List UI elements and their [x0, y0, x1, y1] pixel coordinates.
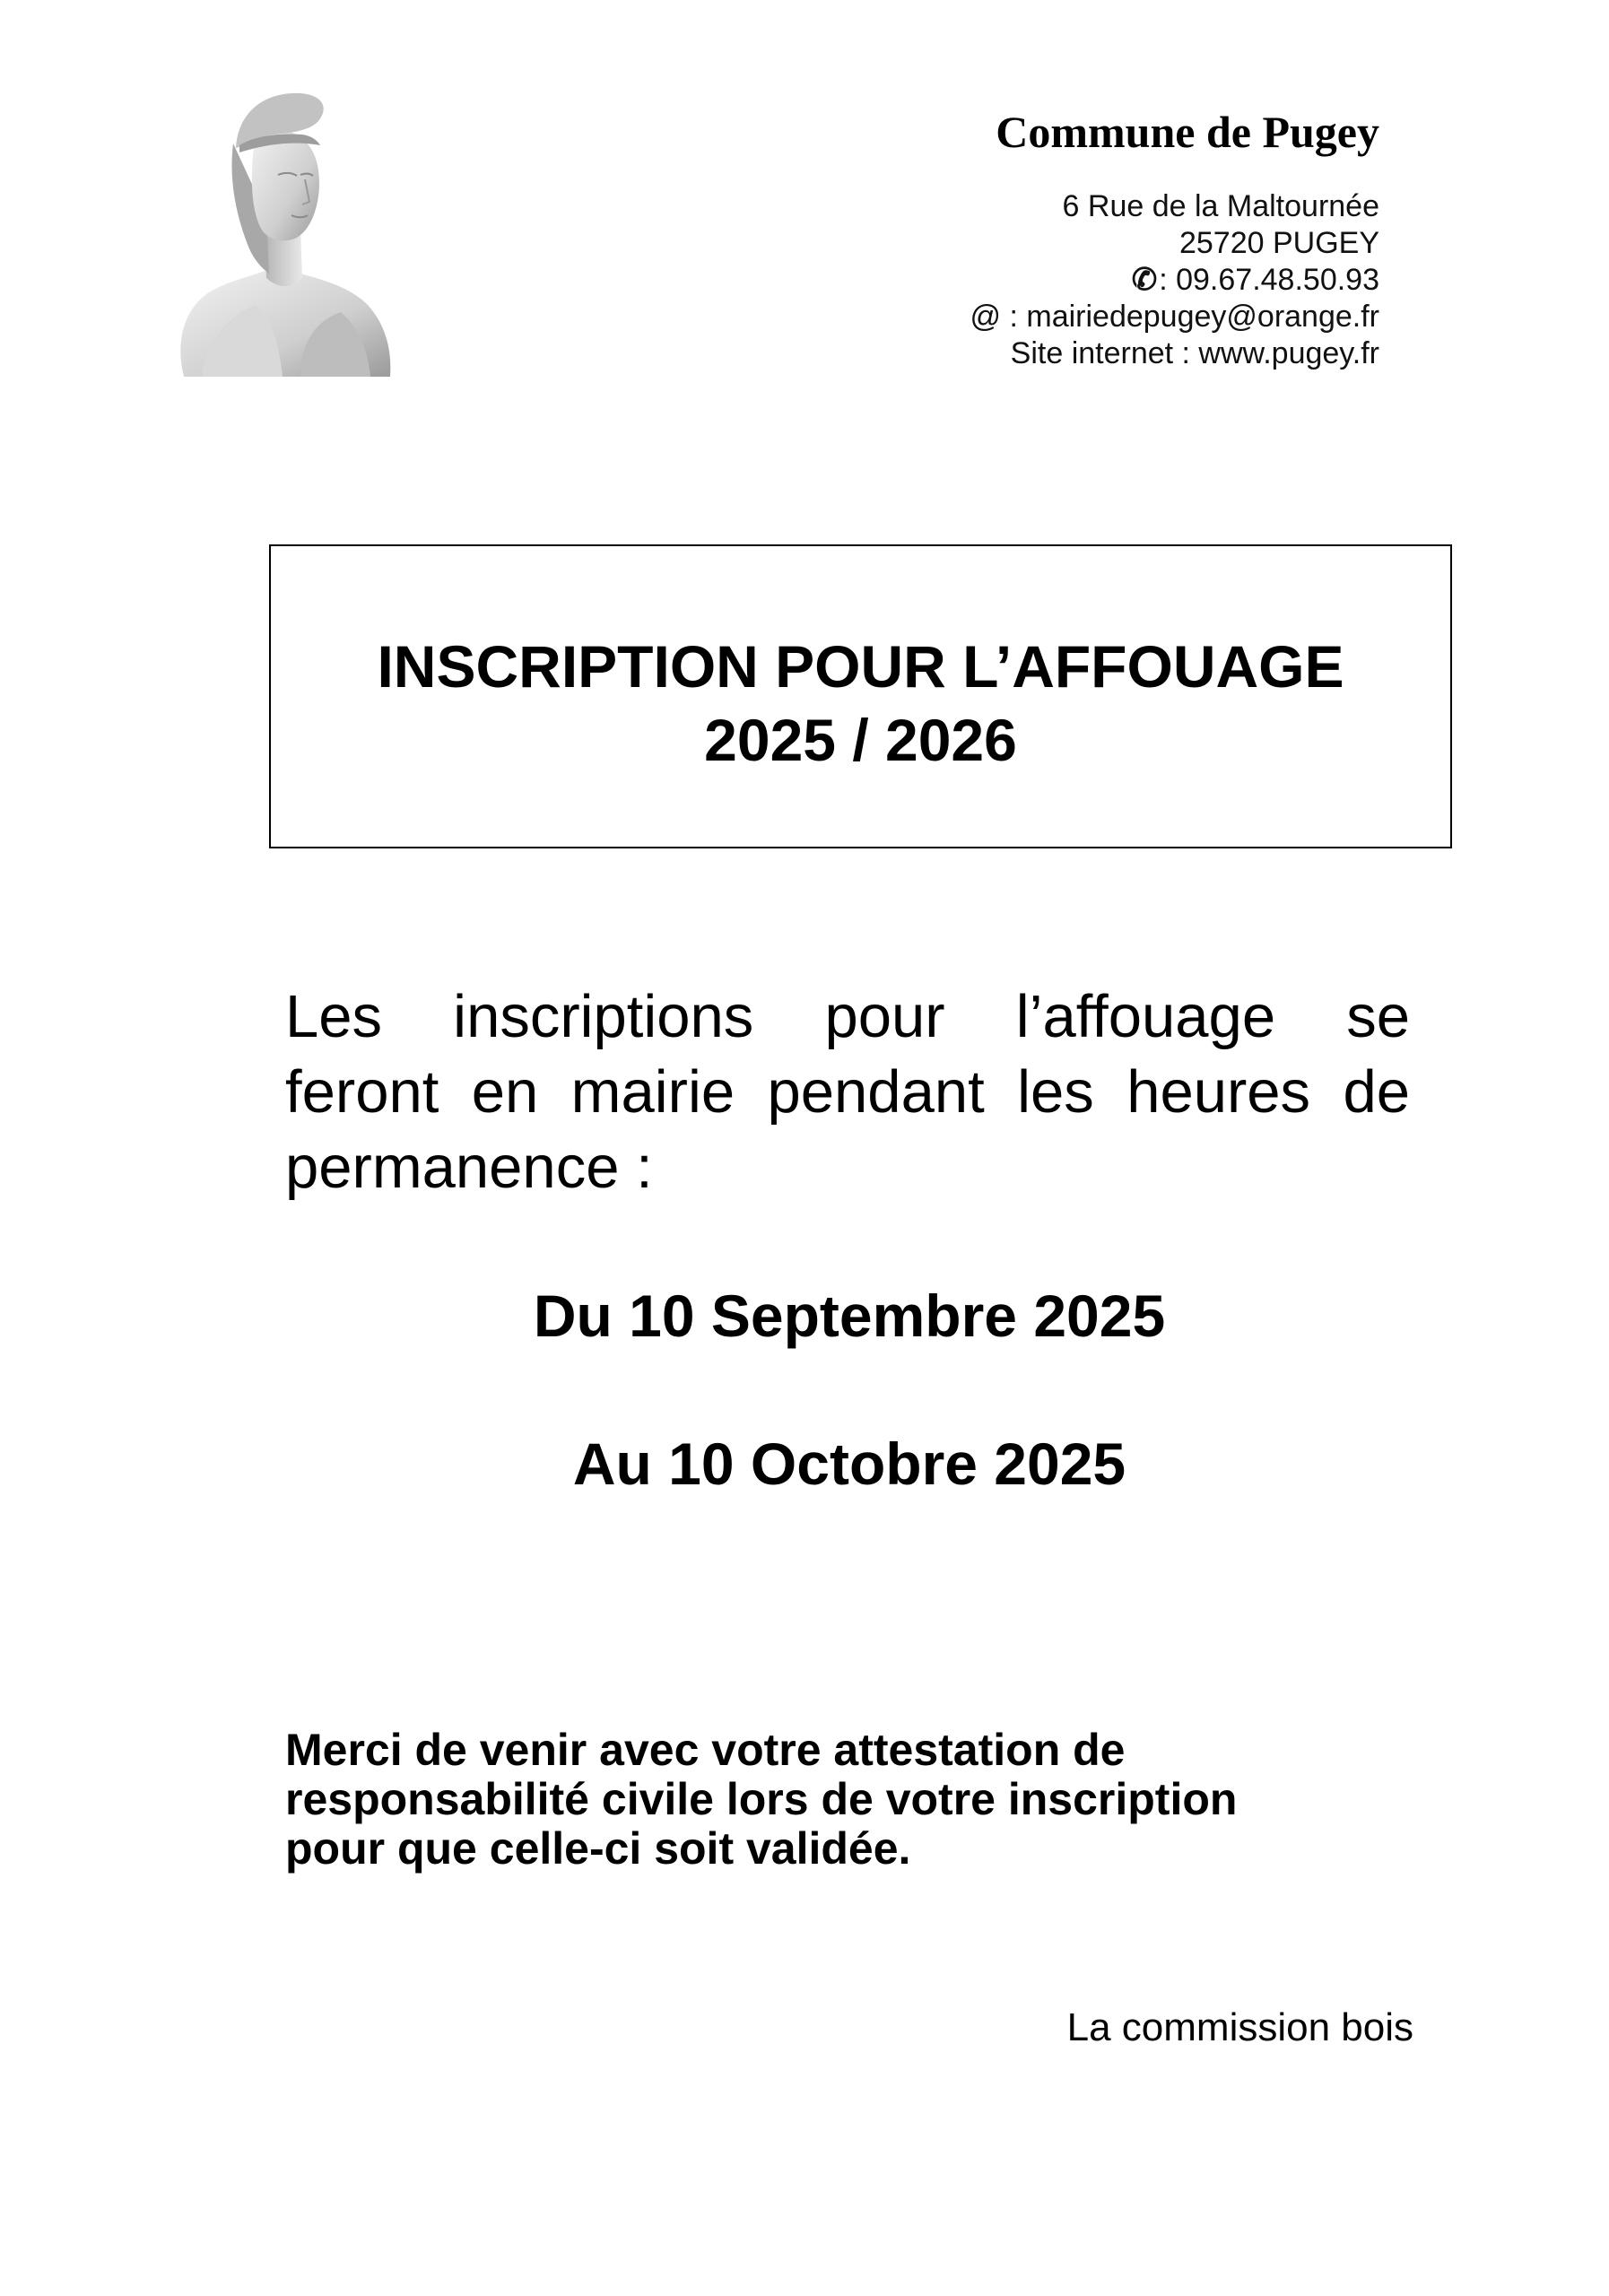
marianne-bust-logo [166, 81, 395, 377]
commune-header [970, 100, 1379, 372]
email-line: @ : mairiedepugey@orange.fr [970, 300, 1379, 334]
note-line-2: responsabilité civile lors de votre inscription [285, 1774, 1238, 1824]
website-line: Site internet : www.pugey.fr [1010, 336, 1379, 370]
intro-paragraph [285, 979, 1410, 1205]
date-to: Au 10 Octobre 2025 [572, 1431, 1126, 1497]
note-line-3: pour que celle-ci soit validée. [285, 1823, 911, 1874]
address-line-street: 6 Rue de la Maltournée [1062, 189, 1379, 223]
intro-line-1: Les inscriptions pour l’affouage se [285, 983, 1410, 1050]
title-season: 2025 / 2026 [704, 707, 1017, 773]
phone-number: : 09.67.48.50.93 [1159, 263, 1379, 297]
signature: La commission bois [1066, 2005, 1413, 2049]
commune-name: Commune de Pugey [996, 107, 1379, 157]
date-from: Du 10 Septembre 2025 [533, 1283, 1166, 1349]
note-paragraph [285, 1726, 1451, 1874]
phone-line [970, 262, 1379, 299]
telephone-icon: ✆ [1131, 263, 1158, 297]
title-main: INSCRIPTION POUR L’AFFOUAGE [377, 633, 1344, 700]
note-line-1: Merci de venir avec votre attestation de [285, 1725, 1126, 1775]
intro-line-2: feront en mairie pendant les heures de [285, 1058, 1410, 1126]
title-box [269, 544, 1452, 848]
intro-line-3: permanence : [285, 1134, 653, 1201]
address-line-city: 25720 PUGEY [1178, 226, 1379, 260]
